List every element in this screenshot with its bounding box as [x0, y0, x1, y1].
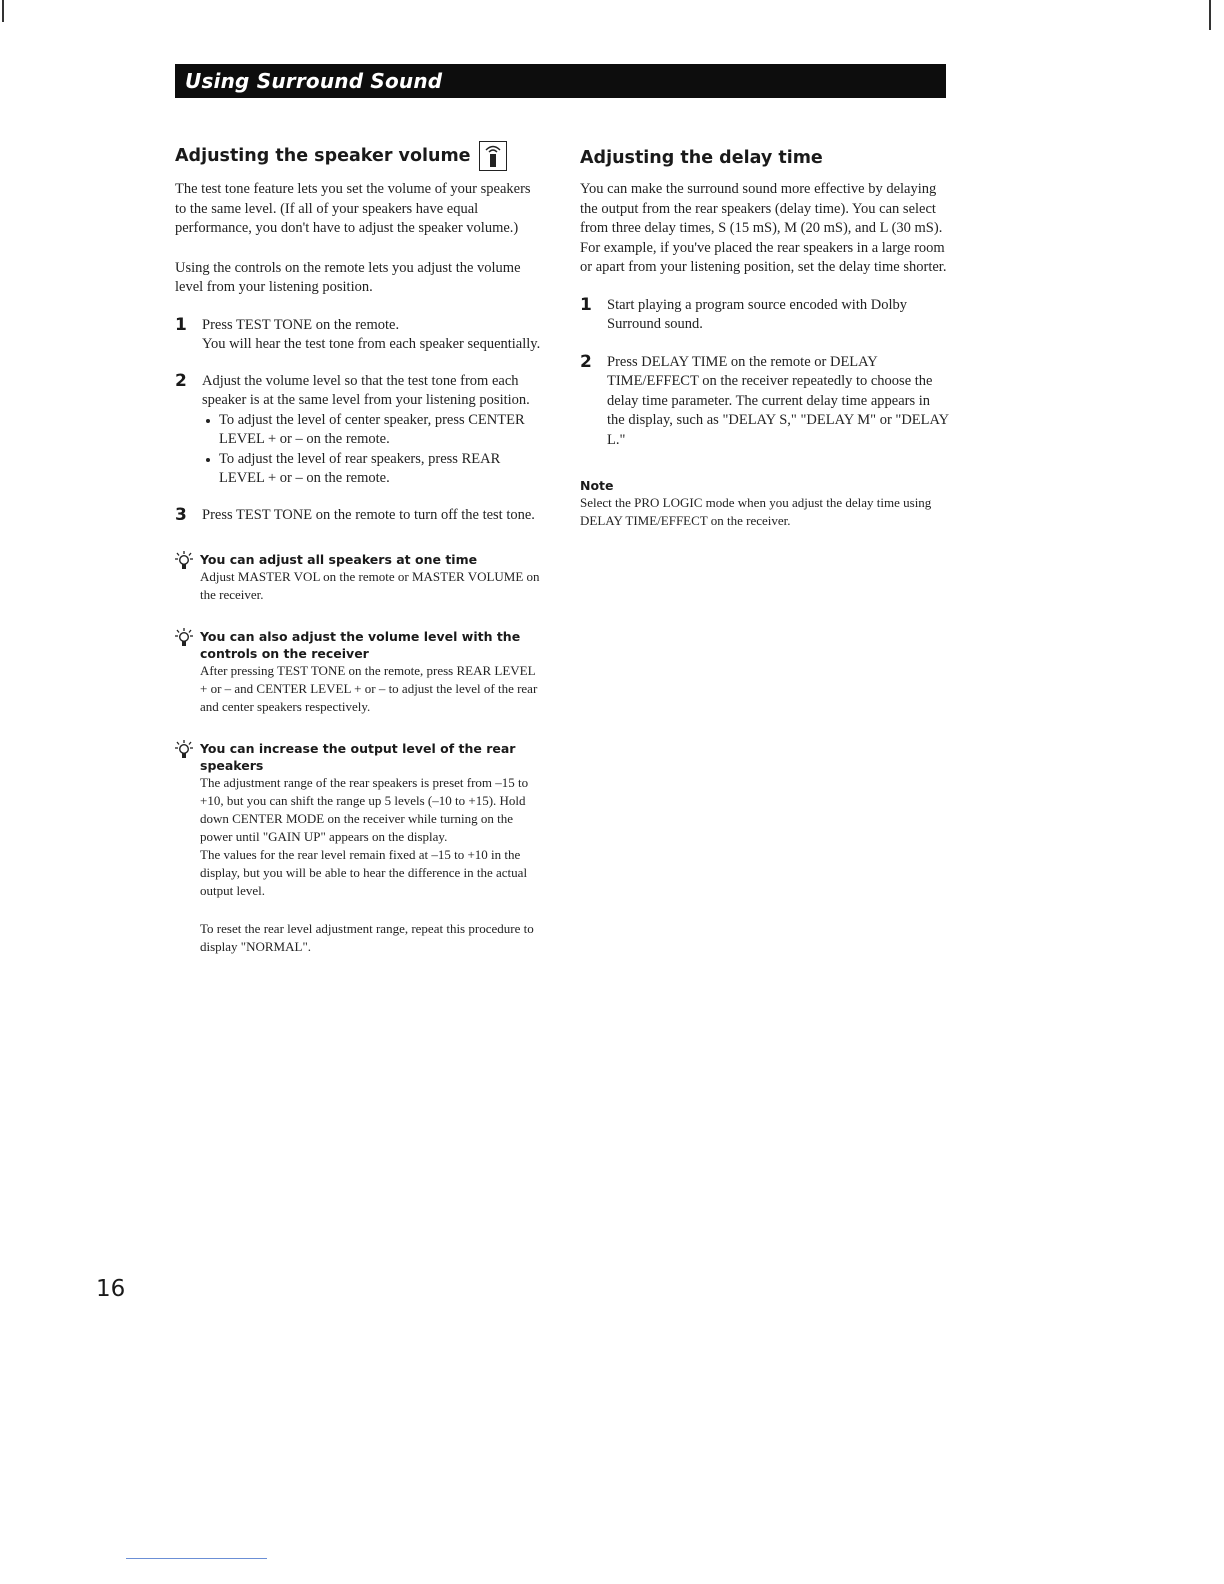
step-2	[175, 372, 545, 489]
tip-text: The values for the rear level remain fixed at –15 to +10 in the display, but you will be able to hear the difference in the actual output level.	[200, 847, 528, 898]
left-column	[175, 141, 545, 956]
tip-1	[175, 551, 545, 604]
step-number: 1	[580, 294, 592, 315]
tip-text: After pressing TEST TONE on the remote, press REAR LEVEL + or – and CENTER LEVEL + or – to adjust the level of the rear and center speakers respectively.	[200, 663, 538, 714]
speaker-volume-heading	[175, 141, 545, 171]
right-column	[580, 145, 950, 530]
bullet-item: To adjust the level of rear speakers, press REAR LEVEL + or – on the remote.	[202, 450, 545, 489]
step-1	[175, 316, 545, 355]
step-3	[175, 506, 545, 526]
reset-text: To reset the rear level adjustment range, repeat this procedure to display "NORMAL".	[200, 921, 534, 954]
step-text: Press DELAY TIME on the remote or DELAY TIME/EFFECT on the receiver repeatedly to choose the delay time parameter. The current delay time appears in the display, such as "DELAY S," "DELAY M" or "DELAY L."	[607, 353, 949, 448]
tip-title: You can also adjust the volume level with the controls on the receiver	[200, 629, 521, 661]
lightbulb-icon	[175, 740, 193, 760]
delay-step-2	[580, 353, 950, 451]
tip-text: Adjust MASTER VOL on the remote or MASTER VOLUME on the receiver.	[200, 569, 540, 602]
section-title: Using Surround Sound	[185, 69, 443, 93]
tip-2	[175, 628, 545, 716]
step-number: 2	[175, 370, 187, 391]
tip-text: The adjustment range of the rear speakers is preset from –15 to +10, but you can shift the range up 5 levels (–10 to +15). Hold down CENTER MODE on the receiver while turning on the power until "GAIN UP" appears on the display.	[200, 775, 529, 844]
delay-time-heading: Adjusting the delay time	[580, 148, 823, 168]
bottom-rule	[126, 1558, 267, 1559]
bullet-item: To adjust the level of center speaker, press CENTER LEVEL + or – on the remote.	[202, 411, 545, 450]
step-number: 1	[175, 314, 187, 335]
intro-paragraph-2: Using the controls on the remote lets you adjust the volume level from your listening position.	[175, 259, 521, 295]
intro-paragraph-1: The test tone feature lets you set the volume of your speakers to the same level. (If all of your speakers have equal performance, you don't have to adjust the speaker volume.)	[175, 181, 531, 236]
tip-3	[175, 740, 545, 956]
lightbulb-icon	[175, 551, 193, 571]
lightbulb-icon	[175, 628, 193, 648]
bullet-list	[202, 411, 545, 489]
delay-intro-paragraph: You can make the surround sound more effective by delaying the output from the rear speakers (delay time). You can select from three delay times, S (15 mS), M (20 mS), and L (30 mS). For example, if you've placed the rear speakers in a large room or apart from your listening position, set the delay time shorter.	[580, 181, 947, 275]
note-title: Note	[580, 478, 614, 493]
remote-control-icon	[479, 141, 507, 171]
step-text: Start playing a program source encoded with Dolby Surround sound.	[607, 296, 907, 332]
step-text: Press TEST TONE on the remote to turn off the test tone.	[202, 506, 535, 523]
section-banner	[175, 64, 946, 98]
note-text: Select the PRO LOGIC mode when you adjust the delay time using DELAY TIME/EFFECT on the receiver.	[580, 495, 932, 528]
scan-edge-mark-left	[2, 0, 4, 22]
tip-title: You can adjust all speakers at one time	[200, 552, 478, 567]
step-text: Adjust the volume level so that the test tone from each speaker is at the same level from your listening position.	[202, 372, 530, 408]
step-number: 3	[175, 504, 187, 525]
tip-title: You can increase the output level of the rear speakers	[200, 741, 516, 773]
step-text: You will hear the test tone from each speaker sequentially.	[202, 336, 541, 352]
step-number: 2	[580, 351, 592, 372]
page-number: 16	[96, 1276, 126, 1302]
scan-edge-mark-right	[1209, 0, 1211, 30]
step-text: Press TEST TONE on the remote.	[202, 316, 400, 333]
speaker-volume-heading-text: Adjusting the speaker volume	[175, 146, 471, 166]
delay-step-1	[580, 296, 950, 335]
